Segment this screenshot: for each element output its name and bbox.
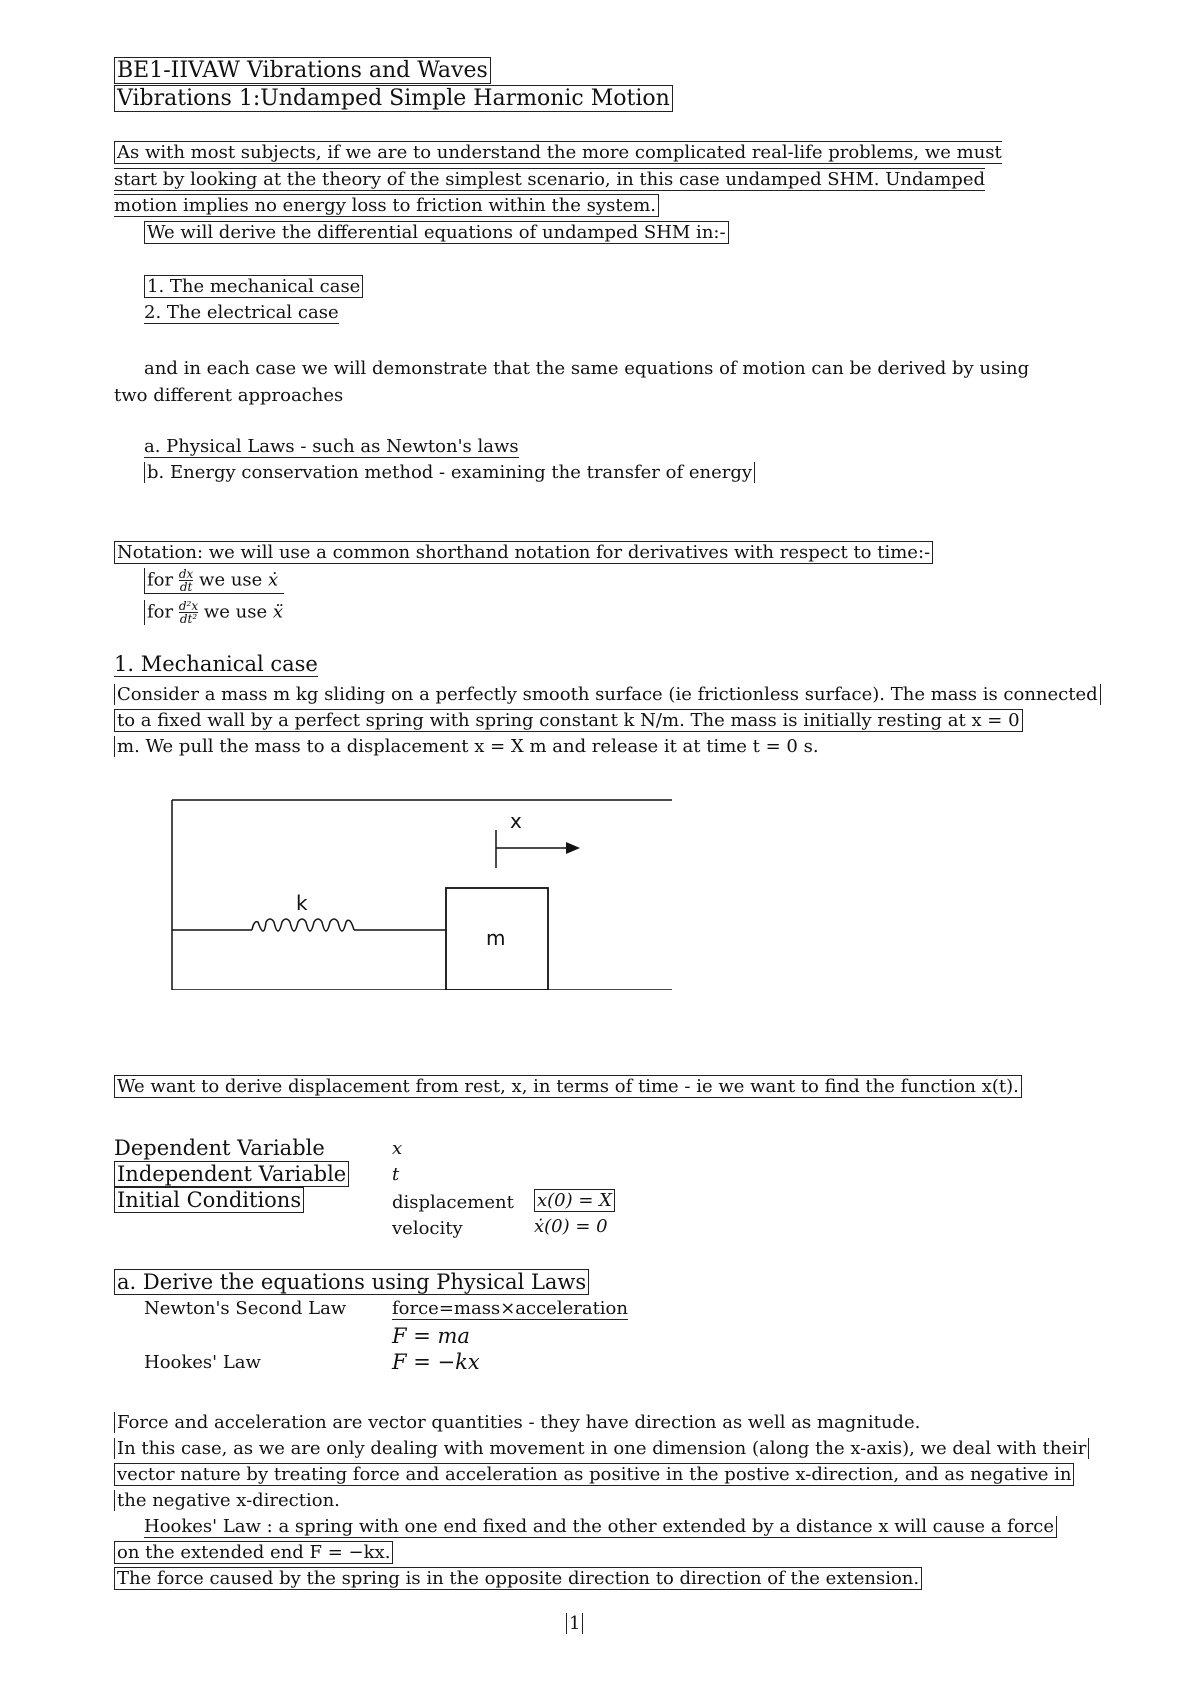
laws-paragraph-line: Force and acceleration are vector quantities - they have direction as well as magnitude. [114, 1412, 920, 1434]
intro-paragraph: As with most subjects, if we are to understand the more complicated real-life problems, we must start by looking at the theory of the simplest scenario, in this case undamped SHM. Undamped motion implies no energy loss to friction within the system. [114, 142, 1002, 216]
law-expr: force=mass×acceleration [392, 1298, 628, 1319]
physical-laws-heading: a. Derive the equations using Physical Laws [114, 1270, 589, 1295]
approaches-paragraph: and in each case we will demonstrate that the same equations of motion can be derived by using two different approaches [114, 358, 1030, 406]
goal-line: We want to derive displacement from rest, x, in terms of time - ie we want to find the function x(t). [114, 1076, 1022, 1098]
law-label: Newton's Second Law [144, 1298, 347, 1319]
var-expr: ẋ(0) = 0 [534, 1216, 608, 1237]
laws-paragraph-line: on the extended end F = −kx. [114, 1542, 393, 1564]
fraction: $\frac{dx}{dt}$ [178, 567, 194, 594]
notation-item: for $\frac{dx}{dt}$ we use ẋ [144, 568, 284, 598]
var-expr: x(0) = X [534, 1190, 615, 1211]
laws-paragraph-line: vector nature by treating force and acceleration as positive in the postive x-direction, and as negative in [114, 1464, 1074, 1486]
laws-paragraph-line: The force caused by the spring is in the opposite direction to direction of the extension. [114, 1568, 922, 1590]
var-sub: velocity [392, 1218, 463, 1239]
topic-title: Vibrations 1:Undamped Simple Harmonic Motion [114, 86, 673, 112]
mechanical-paragraph-line: to a fixed wall by a perfect spring with spring constant k N/m. The mass is initially resting at x = 0 [114, 710, 1023, 732]
mechanical-heading: 1. Mechanical case [114, 652, 318, 676]
derive-line: We will derive the differential equations of undamped SHM in:- [144, 222, 729, 244]
label-k: k [296, 891, 308, 915]
var-label: Dependent Variable [114, 1136, 325, 1160]
fraction: $\frac{\text{d²x}}{\text{dt²}}$ [178, 599, 199, 626]
var-sub: displacement [392, 1192, 514, 1213]
law-expr: F = −kx [392, 1350, 480, 1374]
mechanical-paragraph-line: m. We pull the mass to a displacement x = X m and release it at time t = 0 s. [114, 736, 819, 758]
notation-item: for $\frac{\text{d²x}}{\text{dt²}}$ we use ẍ [144, 600, 289, 630]
course-title: BE1-IIVAW Vibrations and Waves [114, 58, 491, 84]
var-value: t [392, 1164, 400, 1185]
law-expr: F = ma [392, 1324, 470, 1348]
var-label: Independent Variable [114, 1162, 349, 1187]
label-m: m [486, 926, 506, 950]
case-item: 1. The mechanical case [144, 276, 363, 298]
laws-paragraph-line: the negative x-direction. [114, 1490, 340, 1512]
law-label: Hookes' Law [144, 1352, 261, 1373]
page-number: 1 [566, 1613, 583, 1634]
laws-paragraph-line: In this case, as we are only dealing with movement in one dimension (along the x-axis), we deal with their [114, 1438, 1089, 1460]
var-label: Initial Conditions [114, 1188, 304, 1213]
var-value: x [392, 1138, 403, 1159]
case-item: 2. The electrical case [144, 302, 339, 323]
notation-line: Notation: we will use a common shorthand notation for derivatives with respect to time:- [114, 542, 933, 564]
spring-mass-diagram [160, 790, 680, 990]
laws-paragraph-line: Hookes' Law : a spring with one end fixed and the other extended by a distance x will cause a force [144, 1516, 1057, 1538]
arrow-head-icon [566, 842, 580, 854]
label-x: x [510, 809, 522, 833]
approach-item: b. Energy conservation method - examining the transfer of energy [144, 462, 755, 484]
mechanical-paragraph-line: Consider a mass m kg sliding on a perfectly smooth surface (ie frictionless surface). The mass is connected [114, 684, 1101, 706]
approach-item: a. Physical Laws - such as Newton's laws [144, 436, 519, 457]
spring-coil [252, 919, 354, 931]
